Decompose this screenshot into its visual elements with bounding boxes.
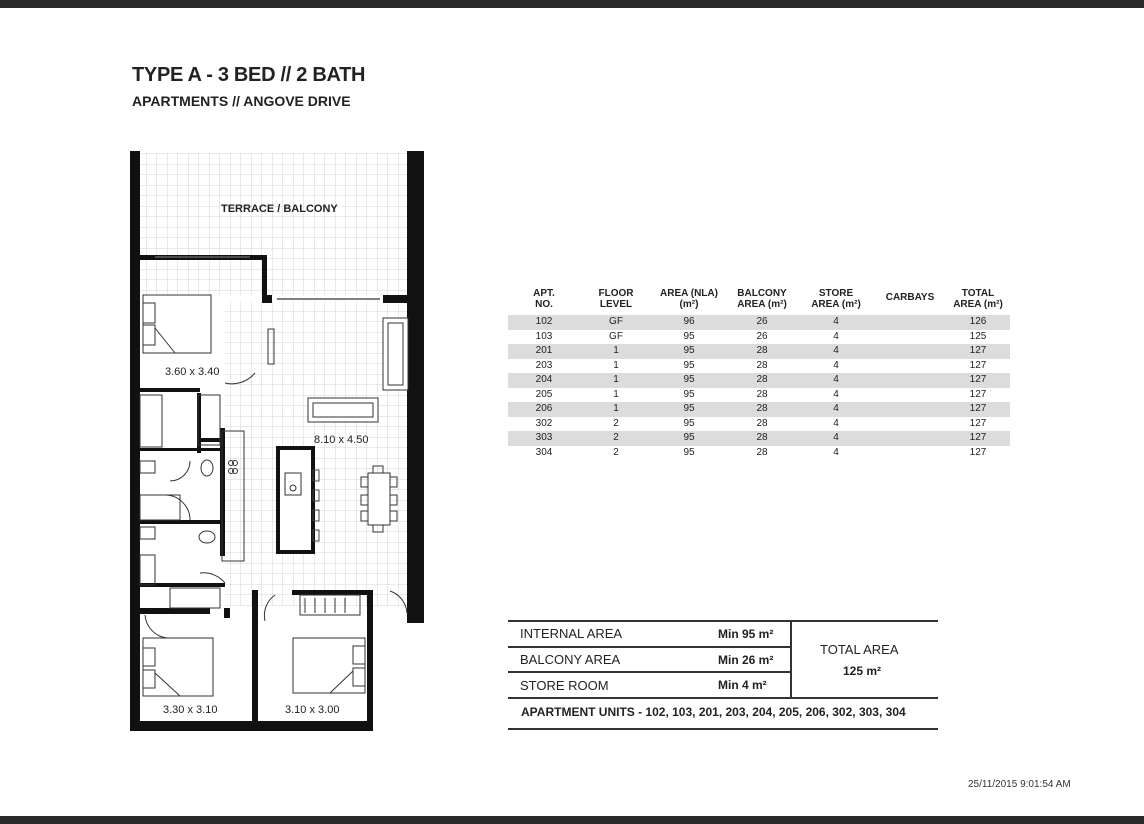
table-row	[508, 446, 1010, 461]
table-cell	[874, 373, 946, 388]
table-cell: 126	[946, 315, 1010, 330]
living-area	[225, 301, 410, 606]
table-cell: 127	[946, 431, 1010, 446]
col-header: STORE AREA (m²)	[811, 288, 861, 310]
terrace-label: TERRACE / BALCONY	[221, 203, 338, 215]
table-cell: 102	[508, 315, 580, 330]
table-cell: 127	[946, 344, 1010, 359]
table-cell: 4	[798, 344, 874, 359]
table-cell: 302	[535, 417, 553, 429]
table-row	[508, 431, 1010, 446]
table-cell: 204	[508, 373, 580, 388]
table-cell: 28	[726, 431, 798, 446]
table-cell: 125	[969, 330, 987, 342]
table-cell: 203	[535, 359, 553, 371]
table-cell: 206	[508, 402, 580, 417]
bed-icon	[264, 591, 407, 693]
table-row	[508, 359, 1010, 374]
table-cell: 127	[969, 417, 987, 429]
timestamp: 25/11/2015 9:01:54 AM	[968, 779, 1071, 790]
table-cell: 95	[652, 431, 726, 446]
area-summary	[508, 620, 938, 730]
table-cell: 127	[946, 402, 1010, 417]
table-cell: 95	[683, 330, 695, 342]
table-cell	[874, 417, 946, 432]
table-cell	[874, 359, 946, 374]
table-cell: 201	[508, 344, 580, 359]
table-cell: 28	[756, 417, 768, 429]
table-cell: 95	[652, 373, 726, 388]
table-cell: 1	[580, 402, 652, 417]
table-cell: 28	[726, 344, 798, 359]
table-cell: 4	[833, 359, 839, 371]
table-cell	[874, 315, 946, 330]
table-cell: 2	[613, 417, 619, 429]
table-cell: 103	[535, 330, 553, 342]
col-header: BALCONY AREA (m²)	[737, 288, 787, 310]
table-cell: 95	[683, 417, 695, 429]
table-cell: 1	[613, 359, 619, 371]
bed-icon	[143, 615, 213, 696]
table-cell: 28	[756, 446, 768, 458]
table-cell: 1	[580, 373, 652, 388]
table-cell: 2	[613, 446, 619, 458]
living-dims: 8.10 x 4.50	[314, 434, 369, 446]
table-cell: 96	[652, 315, 726, 330]
table-row	[508, 417, 1010, 432]
table-row	[508, 344, 1010, 359]
col-header: CARBAYS	[885, 292, 935, 303]
balcony-area-value: Min 26 m²	[718, 653, 774, 667]
table-cell: 95	[652, 402, 726, 417]
document-page	[0, 8, 1144, 816]
apartment-table	[508, 288, 1010, 460]
table-cell: 28	[756, 388, 768, 400]
bedroom1-dims: 3.60 x 3.40	[165, 366, 220, 378]
table-cell: 28	[756, 359, 768, 371]
internal-area-label: INTERNAL AREA	[520, 626, 623, 641]
table-header-row	[508, 288, 1010, 315]
table-cell: 304	[535, 446, 553, 458]
table-cell: 4	[798, 315, 874, 330]
table-row	[508, 402, 1010, 417]
table-cell	[874, 388, 946, 403]
store-room-value: Min 4 m²	[718, 678, 767, 692]
col-header: AREA (NLA) (m²)	[660, 288, 718, 310]
bed-icon	[143, 295, 211, 353]
col-header: APT. NO.	[533, 288, 555, 310]
col-header: FLOOR LEVEL	[598, 288, 634, 310]
table-cell: 127	[969, 446, 987, 458]
table-cell: 95	[683, 388, 695, 400]
floor-plan	[125, 143, 435, 743]
table-cell	[874, 344, 946, 359]
apartment-units-line: APARTMENT UNITS - 102, 103, 201, 203, 204, 205, 206, 302, 303, 304	[521, 705, 906, 719]
table-row	[508, 330, 1010, 345]
col-header: TOTAL AREA (m²)	[953, 288, 1003, 310]
store-room-label: STORE ROOM	[520, 678, 609, 693]
table-cell: 127	[969, 359, 987, 371]
table-cell: 127	[969, 388, 987, 400]
table-cell	[874, 431, 946, 446]
page-subtitle: APARTMENTS // ANGOVE DRIVE	[132, 93, 351, 109]
table-cell: 4	[798, 402, 874, 417]
table-cell: 28	[726, 402, 798, 417]
table-cell: 95	[652, 344, 726, 359]
table-row	[508, 373, 1010, 388]
total-area-value: 125 m²	[843, 664, 882, 678]
bedroom3-dims: 3.10 x 3.00	[285, 704, 340, 716]
balcony-area-label: BALCONY AREA	[520, 652, 621, 667]
table-cell: 4	[833, 388, 839, 400]
table-cell: 1	[613, 388, 619, 400]
table-row	[508, 388, 1010, 403]
table-cell: GF	[580, 315, 652, 330]
table-cell	[874, 402, 946, 417]
table-cell: 205	[535, 388, 553, 400]
total-area-label: TOTAL AREA	[820, 642, 899, 657]
table-cell: 127	[946, 373, 1010, 388]
table-cell: 4	[833, 330, 839, 342]
bedroom2-dims: 3.30 x 3.10	[163, 704, 218, 716]
table-cell: 95	[683, 359, 695, 371]
table-cell: 4	[833, 417, 839, 429]
table-cell: 26	[756, 330, 768, 342]
table-cell: 4	[798, 373, 874, 388]
table-cell	[874, 446, 946, 461]
terrace-area	[140, 153, 415, 295]
kitchen-island-icon	[278, 448, 319, 552]
table-cell: 95	[683, 446, 695, 458]
internal-area-value: Min 95 m²	[718, 627, 774, 641]
table-cell: 28	[726, 373, 798, 388]
table-row	[508, 315, 1010, 330]
table-cell: 303	[508, 431, 580, 446]
table-cell: 4	[833, 446, 839, 458]
table-cell: 26	[726, 315, 798, 330]
page-title: TYPE A - 3 BED // 2 BATH	[132, 64, 366, 86]
table-cell: 1	[580, 344, 652, 359]
table-cell: GF	[609, 330, 623, 342]
table-cell	[874, 330, 946, 345]
table-cell: 2	[580, 431, 652, 446]
table-cell: 4	[798, 431, 874, 446]
